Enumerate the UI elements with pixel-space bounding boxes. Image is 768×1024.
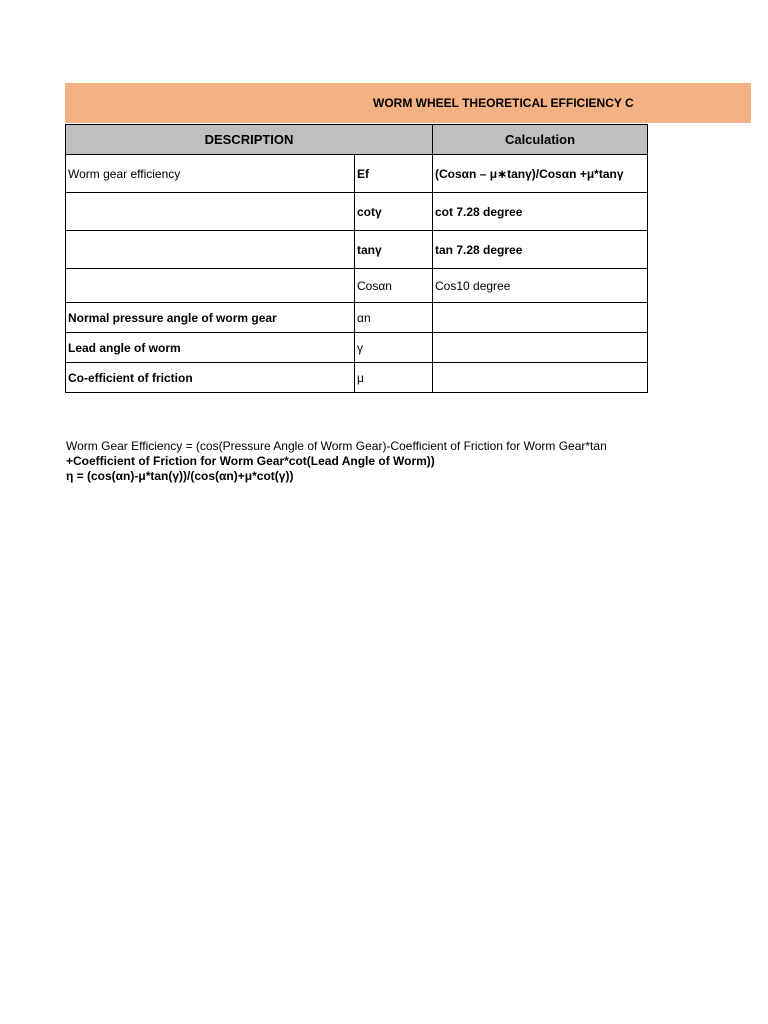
formula-line-3[interactable]: η = (cos(αn)-μ*tan(γ))/(cos(αn)+μ*cot(γ)) xyxy=(66,469,294,483)
table-row xyxy=(66,231,648,269)
cell-symbol[interactable]: αn xyxy=(355,303,433,333)
cell-description[interactable] xyxy=(66,193,355,231)
cell-symbol[interactable]: tanγ xyxy=(355,231,433,269)
cell-description[interactable]: Lead angle of worm xyxy=(66,333,355,363)
cell-calculation[interactable]: tan 7.28 degree xyxy=(433,231,648,269)
cell-symbol[interactable]: Cosαn xyxy=(355,269,433,303)
table-row xyxy=(66,193,648,231)
cell-description[interactable] xyxy=(66,231,355,269)
formula-notes xyxy=(66,439,648,489)
efficiency-table xyxy=(65,124,648,393)
table-row xyxy=(66,155,648,193)
cell-description[interactable]: Co-efficient of friction xyxy=(66,363,355,393)
table-row xyxy=(66,363,648,393)
cell-calculation[interactable]: cot 7.28 degree xyxy=(433,193,648,231)
formula-line-1[interactable]: Worm Gear Efficiency = (cos(Pressure Angle of Worm Gear)-Coefficient of Friction for Worm Gear*tan xyxy=(66,439,607,453)
cell-calculation[interactable]: (Cosαn – μ∗tanγ)/Cosαn +μ*tanγ xyxy=(433,155,648,193)
table-row xyxy=(66,333,648,363)
formula-line-2[interactable]: +Coefficient of Friction for Worm Gear*cot(Lead Angle of Worm)) xyxy=(66,454,435,468)
cell-calculation[interactable] xyxy=(433,363,648,393)
cell-description[interactable]: Worm gear efficiency xyxy=(66,155,355,193)
cell-calculation[interactable] xyxy=(433,303,648,333)
table-row xyxy=(66,303,648,333)
cell-symbol[interactable]: cotγ xyxy=(355,193,433,231)
sheet-title: WORM WHEEL THEORETICAL EFFICIENCY C xyxy=(373,96,634,110)
cell-description[interactable] xyxy=(66,269,355,303)
cell-symbol[interactable]: μ xyxy=(355,363,433,393)
cell-symbol[interactable]: γ xyxy=(355,333,433,363)
header-description[interactable]: DESCRIPTION xyxy=(66,125,433,155)
cell-calculation[interactable] xyxy=(433,333,648,363)
cell-symbol[interactable]: Ef xyxy=(355,155,433,193)
cell-calculation[interactable]: Cos10 degree xyxy=(433,269,648,303)
header-row xyxy=(66,125,648,155)
table-row xyxy=(66,269,648,303)
header-calculation[interactable]: Calculation xyxy=(433,125,648,155)
cell-description[interactable]: Normal pressure angle of worm gear xyxy=(66,303,355,333)
